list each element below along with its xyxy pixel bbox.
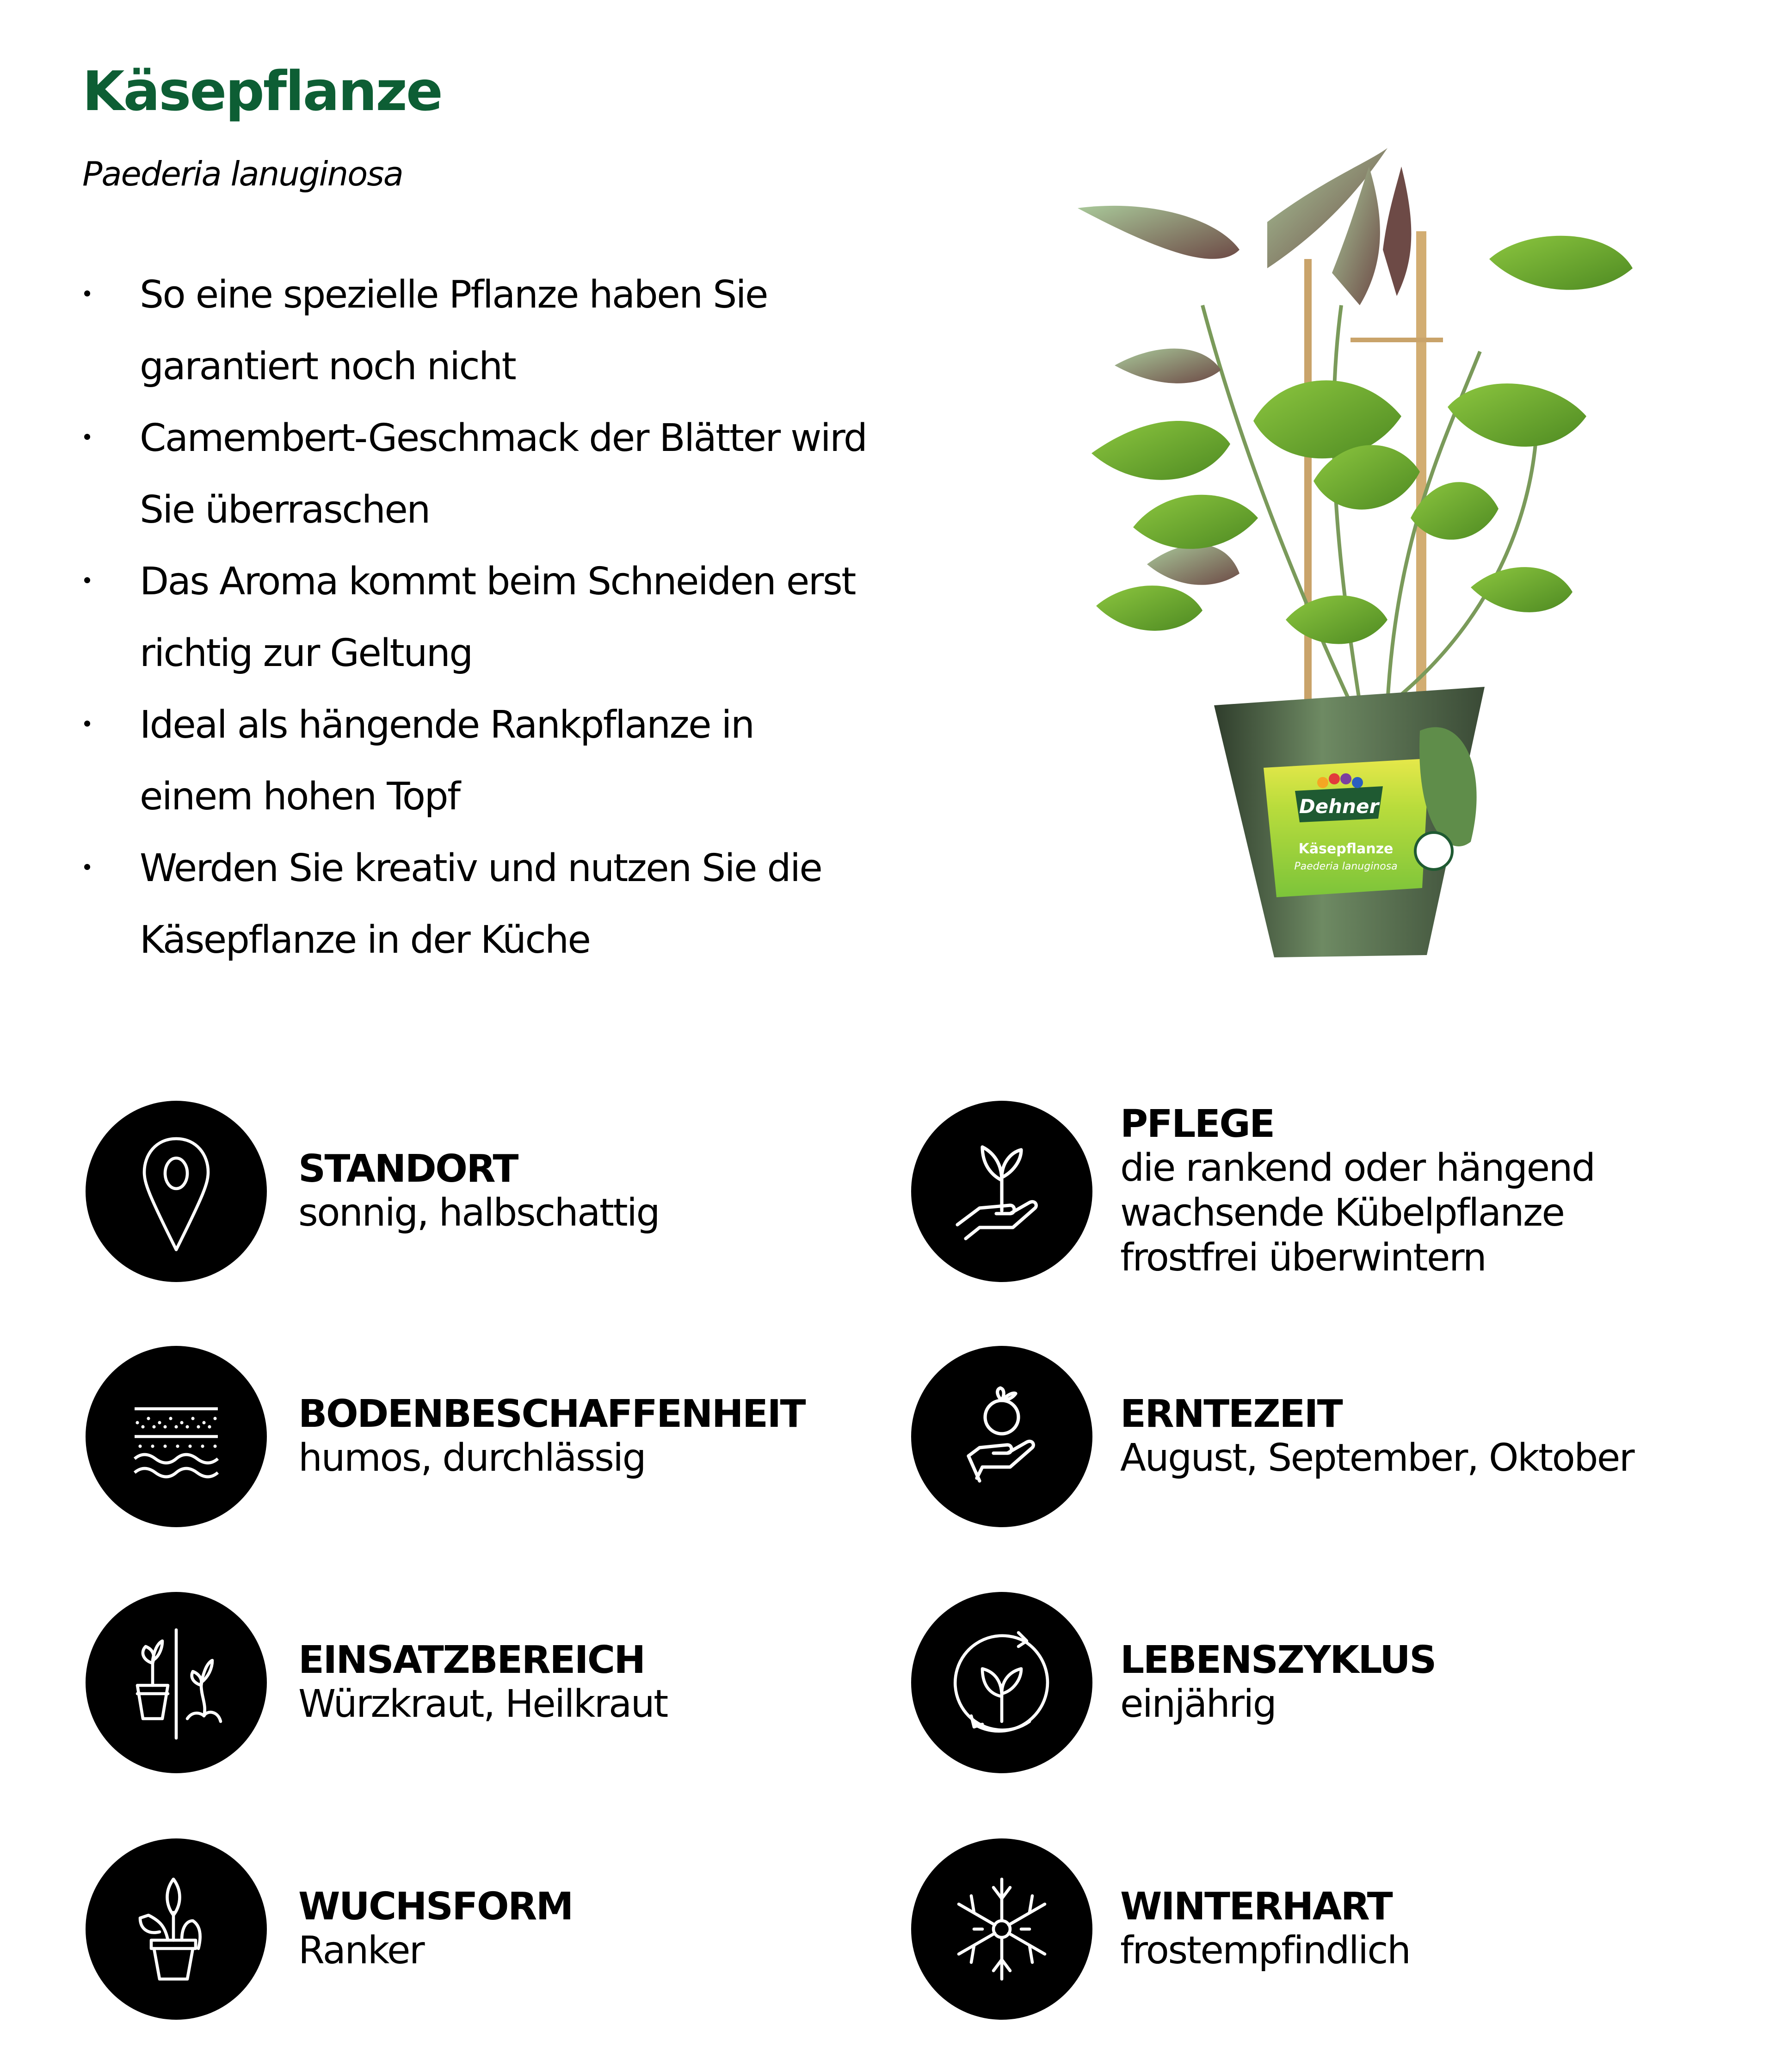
feature-label: BODENBESCHAFFENHEIT <box>298 1392 805 1436</box>
product-image <box>1064 120 1665 967</box>
feature-value: Würzkraut, Heilkraut <box>298 1682 667 1726</box>
feature-erntezeit <box>911 1346 1634 1527</box>
highlight-item: Das Aroma kommt beim Schneiden erst richtig zur Geltung <box>82 546 869 689</box>
feature-value: sonnig, halbschattig <box>298 1190 660 1235</box>
feature-wuchsform <box>86 1838 573 2020</box>
feature-pflege <box>911 1101 1595 1282</box>
feature-value: humos, durchlässig <box>298 1436 646 1480</box>
snowflake-icon <box>911 1838 1092 2020</box>
soil-layers-icon <box>86 1346 267 1527</box>
hand-seedling-icon <box>911 1101 1092 1282</box>
highlight-item: So eine spezielle Pflanze haben Sie garantiert noch nicht <box>82 259 869 402</box>
feature-value: wachsende Kübelpflanze <box>1120 1190 1564 1235</box>
botanical-name: Paederia lanuginosa <box>82 154 403 193</box>
location-pin-icon <box>86 1101 267 1282</box>
feature-label: PFLEGE <box>1120 1102 1274 1146</box>
pot-label-name: Käsepflanze <box>1298 841 1394 857</box>
bullet-icon <box>84 290 90 296</box>
hand-fruit-icon <box>911 1346 1092 1527</box>
pot-and-ground-plant-icon <box>86 1592 267 1773</box>
highlight-item: Werden Sie kreativ und nutzen Sie die Käsepflanze in der Küche <box>82 832 869 976</box>
feature-value: die rankend oder hängend <box>1120 1146 1595 1190</box>
bullet-icon <box>84 577 90 583</box>
potted-plant-icon <box>86 1838 267 2020</box>
lifecycle-sprout-icon <box>911 1592 1092 1773</box>
highlight-item: Ideal als hängende Rankpflanze in einem hohen Topf <box>82 689 869 832</box>
feature-einsatzbereich <box>86 1592 667 1773</box>
pot-brand-logo: Dehner <box>1299 795 1379 818</box>
feature-label: WUCHSFORM <box>298 1884 573 1929</box>
feature-label: LEBENSZYKLUS <box>1120 1638 1436 1682</box>
feature-winterhart <box>911 1838 1410 2020</box>
highlight-item: Camembert-Geschmack der Blätter wird Sie überraschen <box>82 402 869 546</box>
feature-label: STANDORT <box>298 1147 518 1191</box>
feature-value: frostempfindlich <box>1120 1928 1410 1973</box>
highlights-list <box>82 259 869 976</box>
bullet-icon <box>84 434 90 440</box>
feature-lebenszyklus <box>911 1592 1436 1773</box>
feature-standort <box>86 1101 659 1282</box>
feature-label: EINSATZBEREICH <box>298 1638 645 1682</box>
feature-bodenbeschaffenheit <box>86 1346 805 1527</box>
bullet-icon <box>84 864 90 870</box>
feature-value: einjährig <box>1120 1682 1276 1726</box>
bullet-icon <box>84 721 90 727</box>
feature-value: frostfrei überwintern <box>1120 1235 1486 1280</box>
feature-value: August, September, Oktober <box>1120 1436 1634 1480</box>
product-title: Käsepflanze <box>82 59 442 123</box>
pot-label-botanical: Paederia lanuginosa <box>1294 861 1398 872</box>
feature-label: ERNTEZEIT <box>1120 1392 1342 1436</box>
feature-label: WINTERHART <box>1120 1884 1392 1929</box>
feature-value: Ranker <box>298 1928 424 1973</box>
